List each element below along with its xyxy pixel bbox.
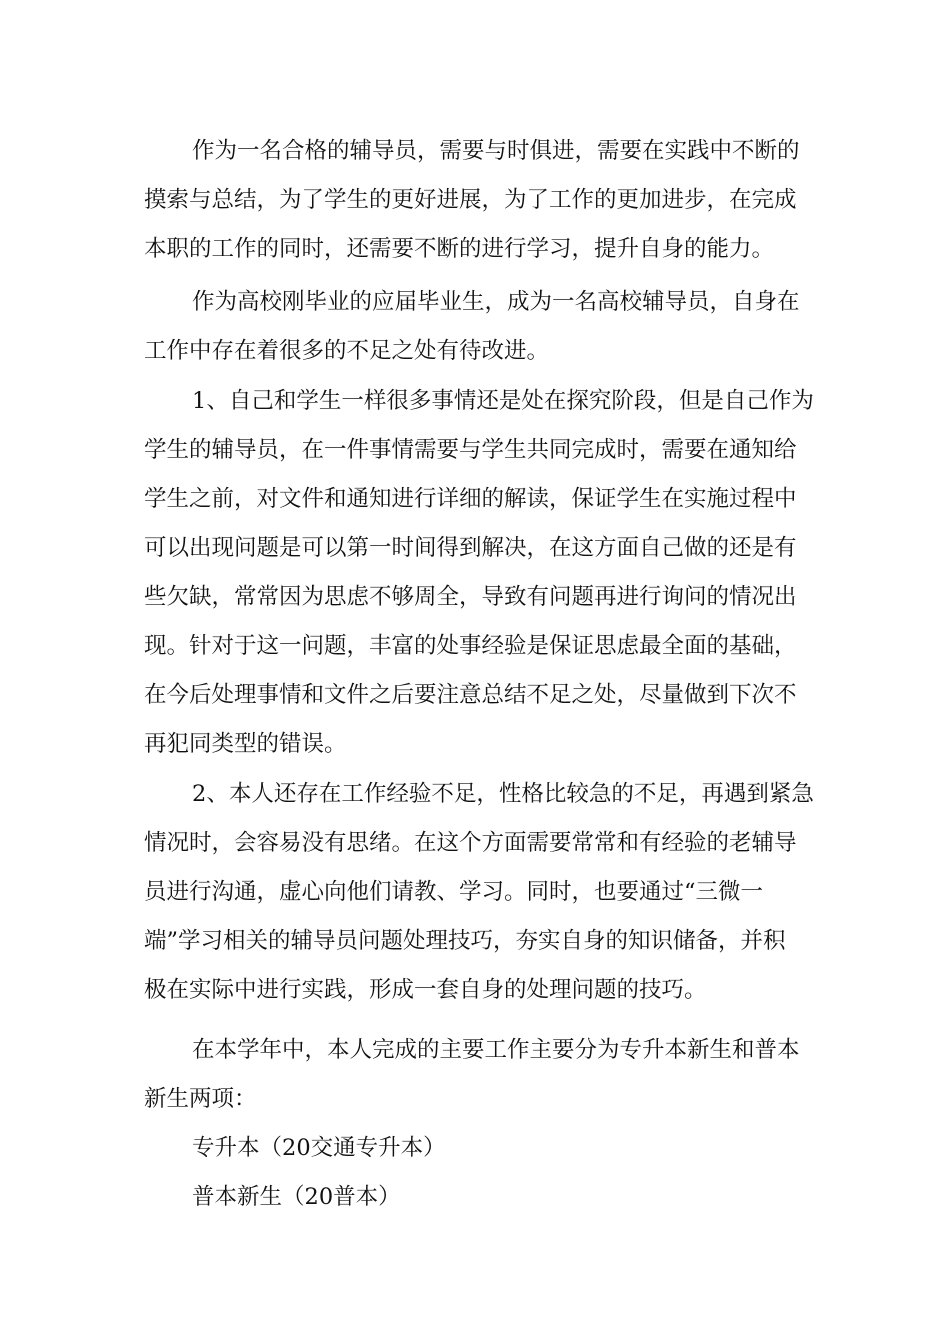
item-zhuanshengben: 专升本（20交通专升本） xyxy=(192,1135,446,1161)
paragraph-4-line-2: 情况时，会容易没有思绪。在这个方面需要常常和有经验的老辅导 xyxy=(144,830,797,856)
paragraph-3-line-6: 现。针对于这一问题，丰富的处事经验是保证思虑最全面的基础， xyxy=(144,633,797,659)
paragraph-4-line-3: 员进行沟通，虚心向他们请教、学习。同时，也要通过“三微一 xyxy=(144,879,764,905)
paragraph-2-line-1: 作为高校刚毕业的应届毕业生，成为一名高校辅导员，自身在 xyxy=(192,289,800,315)
paragraph-1-line-2: 摸索与总结，为了学生的更好进展，为了工作的更加进步，在完成 xyxy=(144,187,797,213)
paragraph-2-line-2: 工作中存在着很多的不足之处有待改进。 xyxy=(144,338,550,364)
paragraph-4-line-5: 极在实际中进行实践，形成一套自身的处理问题的技巧。 xyxy=(144,977,707,1003)
paragraph-3-line-5: 些欠缺，常常因为思虑不够周全，导致有问题再进行询问的情况出 xyxy=(144,584,797,610)
paragraph-4-line-4: 端”学习相关的辅导员问题处理技巧，夯实自身的知识储备，并积 xyxy=(144,928,786,954)
paragraph-5-line-1: 在本学年中，本人完成的主要工作主要分为专升本新生和普本 xyxy=(192,1037,800,1063)
paragraph-1-line-1: 作为一名合格的辅导员，需要与时俱进，需要在实践中不断的 xyxy=(192,138,800,164)
paragraph-3-line-8: 再犯同类型的错误。 xyxy=(144,731,347,757)
item-puben-xinsheng: 普本新生（20普本） xyxy=(192,1184,401,1210)
paragraph-3-line-3: 学生之前，对文件和通知进行详细的解读，保证学生在实施过程中 xyxy=(144,486,797,512)
paragraph-1-line-3: 本职的工作的同时，还需要不断的进行学习，提升自身的能力。 xyxy=(144,236,775,262)
paragraph-3-line-7: 在今后处理事情和文件之后要注意总结不足之处，尽量做到下次不 xyxy=(144,682,797,708)
paragraph-3-line-4: 可以出现问题是可以第一时间得到解决，在这方面自己做的还是有 xyxy=(144,535,797,561)
paragraph-5-line-2: 新生两项： xyxy=(144,1086,257,1112)
paragraph-3-line-2: 学生的辅导员，在一件事情需要与学生共同完成时，需要在通知给 xyxy=(144,437,797,463)
paragraph-4-line-1: 2、本人还存在工作经验不足，性格比较急的不足，再遇到紧急 xyxy=(192,781,814,807)
paragraph-3-line-1: 1、自己和学生一样很多事情还是处在探究阶段，但是自己作为 xyxy=(192,388,814,414)
